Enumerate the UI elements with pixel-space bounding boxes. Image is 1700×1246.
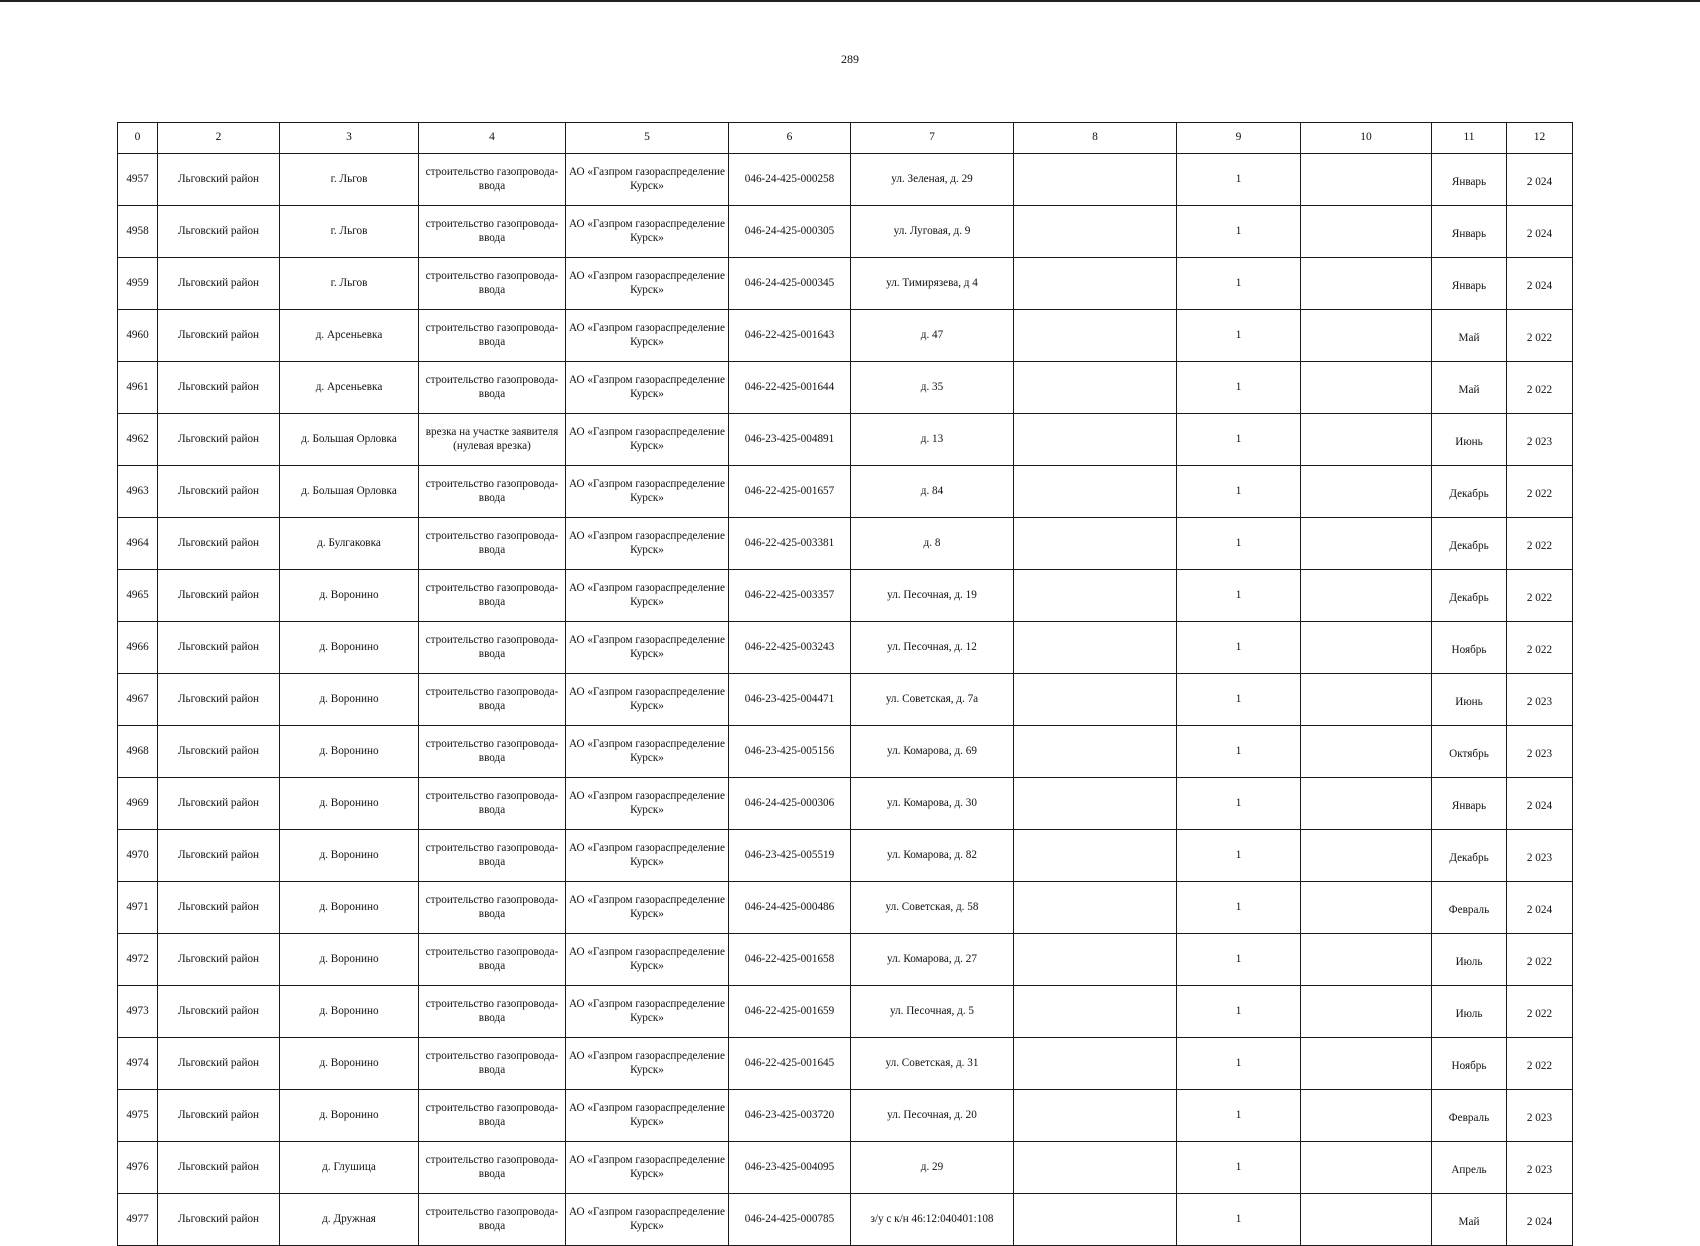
address-cell: ул. Песочная, д. 12 bbox=[851, 622, 1014, 674]
year-cell: 2 023 bbox=[1507, 674, 1573, 726]
address-cell: д. 13 bbox=[851, 414, 1014, 466]
organization-cell: АО «Газпром газораспределение Курск» bbox=[566, 674, 729, 726]
column-header: 11 bbox=[1432, 123, 1507, 154]
quantity-cell: 1 bbox=[1177, 466, 1301, 518]
year-cell: 2 023 bbox=[1507, 830, 1573, 882]
address-cell: ул. Комарова, д. 69 bbox=[851, 726, 1014, 778]
application-code-cell: 046-24-425-000486 bbox=[729, 882, 851, 934]
application-code-cell: 046-23-425-004471 bbox=[729, 674, 851, 726]
district-cell: Льговский район bbox=[158, 1090, 280, 1142]
column-8-cell bbox=[1014, 778, 1177, 830]
table-row bbox=[118, 570, 1573, 622]
column-10-cell bbox=[1301, 934, 1432, 986]
column-8-cell bbox=[1014, 310, 1177, 362]
table-row bbox=[118, 934, 1573, 986]
locality-cell: д. Воронино bbox=[280, 622, 419, 674]
application-code-cell: 046-22-425-001645 bbox=[729, 1038, 851, 1090]
organization-cell: АО «Газпром газораспределение Курск» bbox=[566, 1194, 729, 1246]
district-cell: Льговский район bbox=[158, 570, 280, 622]
application-code-cell: 046-24-425-000305 bbox=[729, 206, 851, 258]
column-header: 6 bbox=[729, 123, 851, 154]
application-code-cell: 046-22-425-001659 bbox=[729, 986, 851, 1038]
table-row bbox=[118, 310, 1573, 362]
work-type-cell: врезка на участке заявителя (нулевая врезка) bbox=[419, 414, 566, 466]
row-number-cell: 4967 bbox=[118, 674, 158, 726]
column-8-cell bbox=[1014, 934, 1177, 986]
row-number-cell: 4965 bbox=[118, 570, 158, 622]
table-row bbox=[118, 1142, 1573, 1194]
column-10-cell bbox=[1301, 726, 1432, 778]
table-row bbox=[118, 258, 1573, 310]
year-cell: 2 023 bbox=[1507, 1142, 1573, 1194]
application-code-cell: 046-24-425-000306 bbox=[729, 778, 851, 830]
column-10-cell bbox=[1301, 882, 1432, 934]
locality-cell: д. Глушица bbox=[280, 1142, 419, 1194]
column-header: 12 bbox=[1507, 123, 1573, 154]
month-cell: Декабрь bbox=[1432, 518, 1507, 570]
column-8-cell bbox=[1014, 258, 1177, 310]
application-code-cell: 046-23-425-004891 bbox=[729, 414, 851, 466]
work-type-cell: строительство газопровода-ввода bbox=[419, 622, 566, 674]
locality-cell: д. Воронино bbox=[280, 986, 419, 1038]
table-row bbox=[118, 986, 1573, 1038]
organization-cell: АО «Газпром газораспределение Курск» bbox=[566, 934, 729, 986]
district-cell: Льговский район bbox=[158, 154, 280, 206]
column-10-cell bbox=[1301, 362, 1432, 414]
address-cell: д. 84 bbox=[851, 466, 1014, 518]
year-cell: 2 022 bbox=[1507, 1038, 1573, 1090]
month-cell: Октябрь bbox=[1432, 726, 1507, 778]
month-cell: Январь bbox=[1432, 206, 1507, 258]
quantity-cell: 1 bbox=[1177, 518, 1301, 570]
district-cell: Льговский район bbox=[158, 1194, 280, 1246]
column-header: 2 bbox=[158, 123, 280, 154]
address-cell: ул. Советская, д. 7а bbox=[851, 674, 1014, 726]
month-cell: Июнь bbox=[1432, 414, 1507, 466]
application-code-cell: 046-24-425-000258 bbox=[729, 154, 851, 206]
organization-cell: АО «Газпром газораспределение Курск» bbox=[566, 1090, 729, 1142]
address-cell: ул. Комарова, д. 27 bbox=[851, 934, 1014, 986]
application-code-cell: 046-22-425-003243 bbox=[729, 622, 851, 674]
district-cell: Льговский район bbox=[158, 830, 280, 882]
table-row bbox=[118, 1090, 1573, 1142]
address-cell: ул. Зеленая, д. 29 bbox=[851, 154, 1014, 206]
work-type-cell: строительство газопровода-ввода bbox=[419, 1142, 566, 1194]
column-10-cell bbox=[1301, 674, 1432, 726]
organization-cell: АО «Газпром газораспределение Курск» bbox=[566, 726, 729, 778]
organization-cell: АО «Газпром газораспределение Курск» bbox=[566, 570, 729, 622]
row-number-cell: 4977 bbox=[118, 1194, 158, 1246]
row-number-cell: 4968 bbox=[118, 726, 158, 778]
address-cell: з/у с к/н 46:12:040401:108 bbox=[851, 1194, 1014, 1246]
quantity-cell: 1 bbox=[1177, 726, 1301, 778]
table-row bbox=[118, 466, 1573, 518]
locality-cell: д. Воронино bbox=[280, 726, 419, 778]
column-header: 3 bbox=[280, 123, 419, 154]
district-cell: Льговский район bbox=[158, 674, 280, 726]
organization-cell: АО «Газпром газораспределение Курск» bbox=[566, 830, 729, 882]
year-cell: 2 023 bbox=[1507, 414, 1573, 466]
organization-cell: АО «Газпром газораспределение Курск» bbox=[566, 882, 729, 934]
top-border-line bbox=[0, 0, 1700, 2]
column-8-cell bbox=[1014, 362, 1177, 414]
work-type-cell: строительство газопровода-ввода bbox=[419, 778, 566, 830]
month-cell: Ноябрь bbox=[1432, 622, 1507, 674]
row-number-cell: 4957 bbox=[118, 154, 158, 206]
year-cell: 2 022 bbox=[1507, 934, 1573, 986]
organization-cell: АО «Газпром газораспределение Курск» bbox=[566, 466, 729, 518]
header-row bbox=[118, 123, 1573, 154]
column-8-cell bbox=[1014, 986, 1177, 1038]
address-cell: ул. Тимирязева, д 4 bbox=[851, 258, 1014, 310]
application-code-cell: 046-22-425-001657 bbox=[729, 466, 851, 518]
column-8-cell bbox=[1014, 830, 1177, 882]
column-8-cell bbox=[1014, 882, 1177, 934]
quantity-cell: 1 bbox=[1177, 414, 1301, 466]
column-header: 4 bbox=[419, 123, 566, 154]
organization-cell: АО «Газпром газораспределение Курск» bbox=[566, 986, 729, 1038]
work-type-cell: строительство газопровода-ввода bbox=[419, 882, 566, 934]
organization-cell: АО «Газпром газораспределение Курск» bbox=[566, 154, 729, 206]
column-8-cell bbox=[1014, 1090, 1177, 1142]
month-cell: Май bbox=[1432, 1194, 1507, 1246]
locality-cell: д. Воронино bbox=[280, 1038, 419, 1090]
work-type-cell: строительство газопровода-ввода bbox=[419, 518, 566, 570]
column-8-cell bbox=[1014, 466, 1177, 518]
district-cell: Льговский район bbox=[158, 778, 280, 830]
column-10-cell bbox=[1301, 1194, 1432, 1246]
locality-cell: д. Воронино bbox=[280, 674, 419, 726]
year-cell: 2 022 bbox=[1507, 570, 1573, 622]
column-header: 0 bbox=[118, 123, 158, 154]
district-cell: Льговский район bbox=[158, 1038, 280, 1090]
row-number-cell: 4972 bbox=[118, 934, 158, 986]
month-cell: Февраль bbox=[1432, 882, 1507, 934]
column-header: 10 bbox=[1301, 123, 1432, 154]
locality-cell: д. Арсеньевка bbox=[280, 310, 419, 362]
month-cell: Май bbox=[1432, 362, 1507, 414]
district-cell: Льговский район bbox=[158, 362, 280, 414]
application-code-cell: 046-22-425-001644 bbox=[729, 362, 851, 414]
work-type-cell: строительство газопровода-ввода bbox=[419, 154, 566, 206]
quantity-cell: 1 bbox=[1177, 362, 1301, 414]
organization-cell: АО «Газпром газораспределение Курск» bbox=[566, 258, 729, 310]
table-row bbox=[118, 206, 1573, 258]
column-10-cell bbox=[1301, 778, 1432, 830]
column-10-cell bbox=[1301, 570, 1432, 622]
row-number-cell: 4962 bbox=[118, 414, 158, 466]
column-8-cell bbox=[1014, 206, 1177, 258]
month-cell: Декабрь bbox=[1432, 466, 1507, 518]
quantity-cell: 1 bbox=[1177, 570, 1301, 622]
locality-cell: д. Большая Орловка bbox=[280, 466, 419, 518]
table-row bbox=[118, 674, 1573, 726]
application-code-cell: 046-24-425-000345 bbox=[729, 258, 851, 310]
table-row bbox=[118, 778, 1573, 830]
year-cell: 2 022 bbox=[1507, 986, 1573, 1038]
locality-cell: г. Льгов bbox=[280, 206, 419, 258]
quantity-cell: 1 bbox=[1177, 206, 1301, 258]
month-cell: Декабрь bbox=[1432, 570, 1507, 622]
application-code-cell: 046-22-425-003381 bbox=[729, 518, 851, 570]
column-10-cell bbox=[1301, 986, 1432, 1038]
table-row bbox=[118, 726, 1573, 778]
locality-cell: д. Булгаковка bbox=[280, 518, 419, 570]
year-cell: 2 024 bbox=[1507, 258, 1573, 310]
organization-cell: АО «Газпром газораспределение Курск» bbox=[566, 414, 729, 466]
address-cell: ул. Луговая, д. 9 bbox=[851, 206, 1014, 258]
locality-cell: д. Воронино bbox=[280, 778, 419, 830]
address-cell: д. 8 bbox=[851, 518, 1014, 570]
address-cell: ул. Песочная, д. 19 bbox=[851, 570, 1014, 622]
work-type-cell: строительство газопровода-ввода bbox=[419, 986, 566, 1038]
address-cell: ул. Песочная, д. 20 bbox=[851, 1090, 1014, 1142]
column-10-cell bbox=[1301, 518, 1432, 570]
data-table bbox=[117, 122, 1573, 1246]
column-8-cell bbox=[1014, 622, 1177, 674]
row-number-cell: 4976 bbox=[118, 1142, 158, 1194]
locality-cell: д. Воронино bbox=[280, 830, 419, 882]
column-8-cell bbox=[1014, 154, 1177, 206]
column-8-cell bbox=[1014, 1142, 1177, 1194]
address-cell: ул. Песочная, д. 5 bbox=[851, 986, 1014, 1038]
locality-cell: д. Воронино bbox=[280, 1090, 419, 1142]
quantity-cell: 1 bbox=[1177, 830, 1301, 882]
district-cell: Льговский район bbox=[158, 310, 280, 362]
address-cell: ул. Комарова, д. 82 bbox=[851, 830, 1014, 882]
month-cell: Декабрь bbox=[1432, 830, 1507, 882]
work-type-cell: строительство газопровода-ввода bbox=[419, 1038, 566, 1090]
page-number: 289 bbox=[841, 52, 859, 66]
organization-cell: АО «Газпром газораспределение Курск» bbox=[566, 1142, 729, 1194]
column-8-cell bbox=[1014, 1038, 1177, 1090]
year-cell: 2 023 bbox=[1507, 1090, 1573, 1142]
application-code-cell: 046-24-425-000785 bbox=[729, 1194, 851, 1246]
table-row bbox=[118, 830, 1573, 882]
row-number-cell: 4964 bbox=[118, 518, 158, 570]
month-cell: Январь bbox=[1432, 778, 1507, 830]
table-row bbox=[118, 622, 1573, 674]
work-type-cell: строительство газопровода-ввода bbox=[419, 258, 566, 310]
district-cell: Льговский район bbox=[158, 934, 280, 986]
quantity-cell: 1 bbox=[1177, 674, 1301, 726]
work-type-cell: строительство газопровода-ввода bbox=[419, 466, 566, 518]
column-8-cell bbox=[1014, 726, 1177, 778]
work-type-cell: строительство газопровода-ввода bbox=[419, 206, 566, 258]
quantity-cell: 1 bbox=[1177, 622, 1301, 674]
district-cell: Льговский район bbox=[158, 986, 280, 1038]
column-10-cell bbox=[1301, 414, 1432, 466]
organization-cell: АО «Газпром газораспределение Курск» bbox=[566, 622, 729, 674]
row-number-cell: 4966 bbox=[118, 622, 158, 674]
month-cell: Апрель bbox=[1432, 1142, 1507, 1194]
quantity-cell: 1 bbox=[1177, 258, 1301, 310]
quantity-cell: 1 bbox=[1177, 778, 1301, 830]
district-cell: Льговский район bbox=[158, 726, 280, 778]
quantity-cell: 1 bbox=[1177, 1194, 1301, 1246]
work-type-cell: строительство газопровода-ввода bbox=[419, 570, 566, 622]
year-cell: 2 024 bbox=[1507, 206, 1573, 258]
column-10-cell bbox=[1301, 258, 1432, 310]
district-cell: Льговский район bbox=[158, 206, 280, 258]
quantity-cell: 1 bbox=[1177, 882, 1301, 934]
column-10-cell bbox=[1301, 1038, 1432, 1090]
application-code-cell: 046-22-425-001643 bbox=[729, 310, 851, 362]
application-code-cell: 046-22-425-001658 bbox=[729, 934, 851, 986]
address-cell: ул. Советская, д. 31 bbox=[851, 1038, 1014, 1090]
locality-cell: д. Воронино bbox=[280, 882, 419, 934]
district-cell: Льговский район bbox=[158, 518, 280, 570]
locality-cell: д. Арсеньевка bbox=[280, 362, 419, 414]
year-cell: 2 024 bbox=[1507, 778, 1573, 830]
table-body bbox=[118, 154, 1573, 1246]
row-number-cell: 4959 bbox=[118, 258, 158, 310]
quantity-cell: 1 bbox=[1177, 986, 1301, 1038]
year-cell: 2 024 bbox=[1507, 882, 1573, 934]
table-row bbox=[118, 518, 1573, 570]
organization-cell: АО «Газпром газораспределение Курск» bbox=[566, 1038, 729, 1090]
year-cell: 2 022 bbox=[1507, 466, 1573, 518]
row-number-cell: 4958 bbox=[118, 206, 158, 258]
locality-cell: д. Большая Орловка bbox=[280, 414, 419, 466]
column-header: 5 bbox=[566, 123, 729, 154]
table-row bbox=[118, 1194, 1573, 1246]
row-number-cell: 4970 bbox=[118, 830, 158, 882]
year-cell: 2 022 bbox=[1507, 518, 1573, 570]
month-cell: Январь bbox=[1432, 154, 1507, 206]
locality-cell: г. Льгов bbox=[280, 258, 419, 310]
district-cell: Льговский район bbox=[158, 258, 280, 310]
application-code-cell: 046-23-425-005156 bbox=[729, 726, 851, 778]
column-header: 7 bbox=[851, 123, 1014, 154]
quantity-cell: 1 bbox=[1177, 1038, 1301, 1090]
locality-cell: д. Воронино bbox=[280, 570, 419, 622]
month-cell: Май bbox=[1432, 310, 1507, 362]
quantity-cell: 1 bbox=[1177, 154, 1301, 206]
work-type-cell: строительство газопровода-ввода bbox=[419, 1194, 566, 1246]
address-cell: д. 47 bbox=[851, 310, 1014, 362]
row-number-cell: 4971 bbox=[118, 882, 158, 934]
district-cell: Льговский район bbox=[158, 414, 280, 466]
address-cell: д. 35 bbox=[851, 362, 1014, 414]
work-type-cell: строительство газопровода-ввода bbox=[419, 674, 566, 726]
month-cell: Январь bbox=[1432, 258, 1507, 310]
organization-cell: АО «Газпром газораспределение Курск» bbox=[566, 778, 729, 830]
month-cell: Июль bbox=[1432, 986, 1507, 1038]
month-cell: Февраль bbox=[1432, 1090, 1507, 1142]
month-cell: Июнь bbox=[1432, 674, 1507, 726]
row-number-cell: 4973 bbox=[118, 986, 158, 1038]
year-cell: 2 022 bbox=[1507, 310, 1573, 362]
column-10-cell bbox=[1301, 1090, 1432, 1142]
district-cell: Льговский район bbox=[158, 622, 280, 674]
work-type-cell: строительство газопровода-ввода bbox=[419, 934, 566, 986]
column-10-cell bbox=[1301, 830, 1432, 882]
row-number-cell: 4961 bbox=[118, 362, 158, 414]
application-code-cell: 046-23-425-005519 bbox=[729, 830, 851, 882]
year-cell: 2 022 bbox=[1507, 622, 1573, 674]
row-number-cell: 4963 bbox=[118, 466, 158, 518]
table-row bbox=[118, 882, 1573, 934]
year-cell: 2 024 bbox=[1507, 154, 1573, 206]
address-cell: д. 29 bbox=[851, 1142, 1014, 1194]
address-cell: ул. Советская, д. 58 bbox=[851, 882, 1014, 934]
table-row bbox=[118, 414, 1573, 466]
column-header: 9 bbox=[1177, 123, 1301, 154]
column-10-cell bbox=[1301, 1142, 1432, 1194]
row-number-cell: 4969 bbox=[118, 778, 158, 830]
work-type-cell: строительство газопровода-ввода bbox=[419, 310, 566, 362]
column-8-cell bbox=[1014, 674, 1177, 726]
column-10-cell bbox=[1301, 310, 1432, 362]
locality-cell: д. Дружная bbox=[280, 1194, 419, 1246]
quantity-cell: 1 bbox=[1177, 934, 1301, 986]
row-number-cell: 4975 bbox=[118, 1090, 158, 1142]
district-cell: Льговский район bbox=[158, 882, 280, 934]
district-cell: Льговский район bbox=[158, 466, 280, 518]
column-8-cell bbox=[1014, 414, 1177, 466]
month-cell: Ноябрь bbox=[1432, 1038, 1507, 1090]
quantity-cell: 1 bbox=[1177, 1090, 1301, 1142]
column-10-cell bbox=[1301, 466, 1432, 518]
column-10-cell bbox=[1301, 622, 1432, 674]
address-cell: ул. Комарова, д. 30 bbox=[851, 778, 1014, 830]
work-type-cell: строительство газопровода-ввода bbox=[419, 362, 566, 414]
year-cell: 2 023 bbox=[1507, 726, 1573, 778]
month-cell: Июль bbox=[1432, 934, 1507, 986]
application-code-cell: 046-23-425-004095 bbox=[729, 1142, 851, 1194]
year-cell: 2 024 bbox=[1507, 1194, 1573, 1246]
column-10-cell bbox=[1301, 154, 1432, 206]
table-row bbox=[118, 362, 1573, 414]
column-8-cell bbox=[1014, 570, 1177, 622]
application-code-cell: 046-23-425-003720 bbox=[729, 1090, 851, 1142]
work-type-cell: строительство газопровода-ввода bbox=[419, 1090, 566, 1142]
table-row bbox=[118, 1038, 1573, 1090]
row-number-cell: 4974 bbox=[118, 1038, 158, 1090]
column-header: 8 bbox=[1014, 123, 1177, 154]
organization-cell: АО «Газпром газораспределение Курск» bbox=[566, 518, 729, 570]
organization-cell: АО «Газпром газораспределение Курск» bbox=[566, 310, 729, 362]
organization-cell: АО «Газпром газораспределение Курск» bbox=[566, 362, 729, 414]
row-number-cell: 4960 bbox=[118, 310, 158, 362]
work-type-cell: строительство газопровода-ввода bbox=[419, 726, 566, 778]
column-10-cell bbox=[1301, 206, 1432, 258]
column-8-cell bbox=[1014, 1194, 1177, 1246]
district-cell: Льговский район bbox=[158, 1142, 280, 1194]
application-code-cell: 046-22-425-003357 bbox=[729, 570, 851, 622]
organization-cell: АО «Газпром газораспределение Курск» bbox=[566, 206, 729, 258]
locality-cell: д. Воронино bbox=[280, 934, 419, 986]
quantity-cell: 1 bbox=[1177, 1142, 1301, 1194]
column-8-cell bbox=[1014, 518, 1177, 570]
table-row bbox=[118, 154, 1573, 206]
work-type-cell: строительство газопровода-ввода bbox=[419, 830, 566, 882]
quantity-cell: 1 bbox=[1177, 310, 1301, 362]
locality-cell: г. Льгов bbox=[280, 154, 419, 206]
year-cell: 2 022 bbox=[1507, 362, 1573, 414]
